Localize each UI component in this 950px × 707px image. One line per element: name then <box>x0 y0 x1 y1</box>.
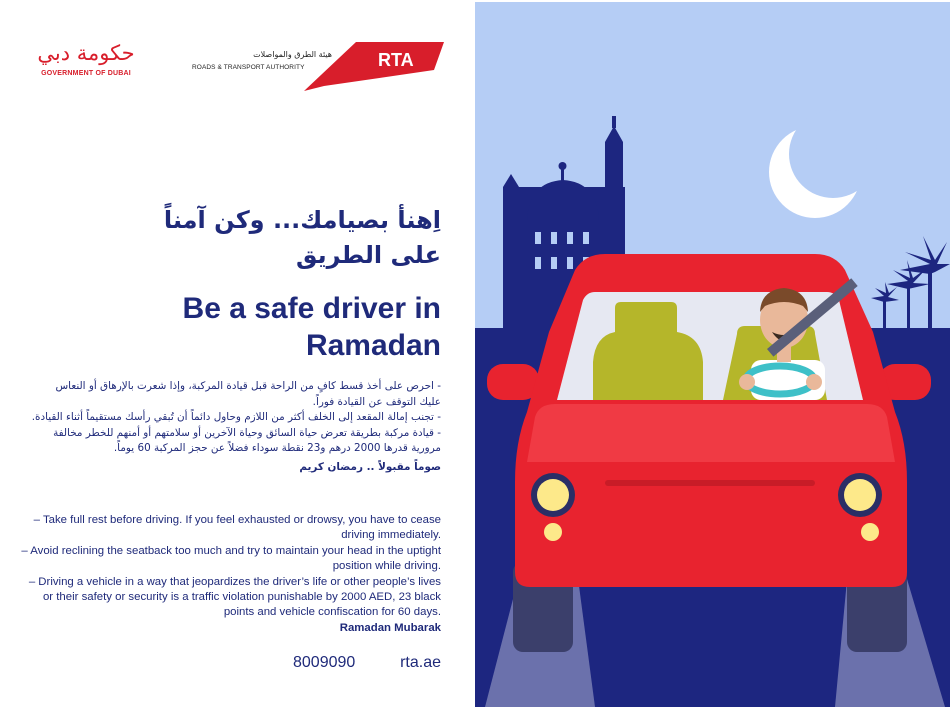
tip-english-2: – Avoid reclining the seatback too much and try to maintain your head in the uptight position while driving. <box>21 544 441 573</box>
heading-arabic-line1: اِهنأ بصيامك... وكن آمناً <box>163 206 441 234</box>
rta-mark-icon <box>304 42 444 92</box>
gov-logo-english: GOVERNMENT OF DUBAI <box>41 70 131 77</box>
tip-english-1: – Take full rest before driving. If you feel exhausted or drowsy, you have to cease driving immediately. <box>33 514 441 542</box>
left-fog-light <box>544 523 562 541</box>
closing-arabic: صوماً مقبولاً .. رمضان كريم <box>299 460 441 473</box>
heading-english-line2: Ramadan <box>305 329 441 362</box>
left-hand <box>739 374 755 390</box>
hood <box>527 404 895 462</box>
left-headlight <box>531 473 575 517</box>
closing-english: Ramadan Mubarak <box>339 621 441 634</box>
rta-logo <box>192 42 442 92</box>
grille <box>605 480 815 486</box>
heading-english <box>41 290 441 364</box>
right-headlight <box>838 473 882 517</box>
illustration <box>475 2 950 707</box>
rta-logo-arabic: هيئة الطرق والمواصلات <box>253 50 332 59</box>
body-english <box>21 513 441 636</box>
tip-english-3: – Driving a vehicle in a way that jeopardizes the driver’s life or other people’s lives or their safety or security is a traffic violation punishable by 2000 AED, 23 black points and vehicle confiscation for 60 days. <box>28 575 441 619</box>
right-fog-light <box>861 523 879 541</box>
phone-number: 8009090 <box>293 654 356 671</box>
tip-arabic-1: - احرص على أخذ قسط كافٍ من الراحة قبل قيادة المركبة، وإذا شعرت بالإرهاق أو النعاس عليك التوقف عن القيادة فوراً. <box>55 380 441 408</box>
heading-arabic-line2: على الطريق <box>295 241 441 269</box>
tip-arabic-3: - قيادة مركبة بطريقة تعرض حياة السائق وحياة الآخرين أو سلامتهم أو أمنهم للخطر مخالفة مرورية قدرها 2000 درهم و23 نقطة سوداء فضلاً عن حجز المركبة 60 يوماً. <box>53 426 441 454</box>
right-hand <box>806 374 822 390</box>
contact-info <box>241 654 441 674</box>
rta-mark-text: RTA <box>378 50 414 70</box>
heading-english-line1: Be a safe driver in <box>182 292 441 325</box>
gov-logo-arabic: حكومة دبي <box>37 41 135 65</box>
heading-arabic <box>41 203 441 273</box>
ramadan-driving-illustration <box>475 2 950 707</box>
left-mirror <box>487 364 539 400</box>
body-arabic <box>31 379 441 475</box>
text-panel <box>0 0 474 707</box>
website-link[interactable]: rta.ae <box>400 654 441 671</box>
government-of-dubai-logo <box>34 40 138 86</box>
tip-arabic-2: - تجنب إمالة المقعد إلى الخلف أكثر من اللازم وحاول دائماً أن تُبقي رأسك مستقيماً أثناء القيادة. <box>31 411 441 423</box>
rta-logo-english: ROADS & TRANSPORT AUTHORITY <box>192 64 305 71</box>
